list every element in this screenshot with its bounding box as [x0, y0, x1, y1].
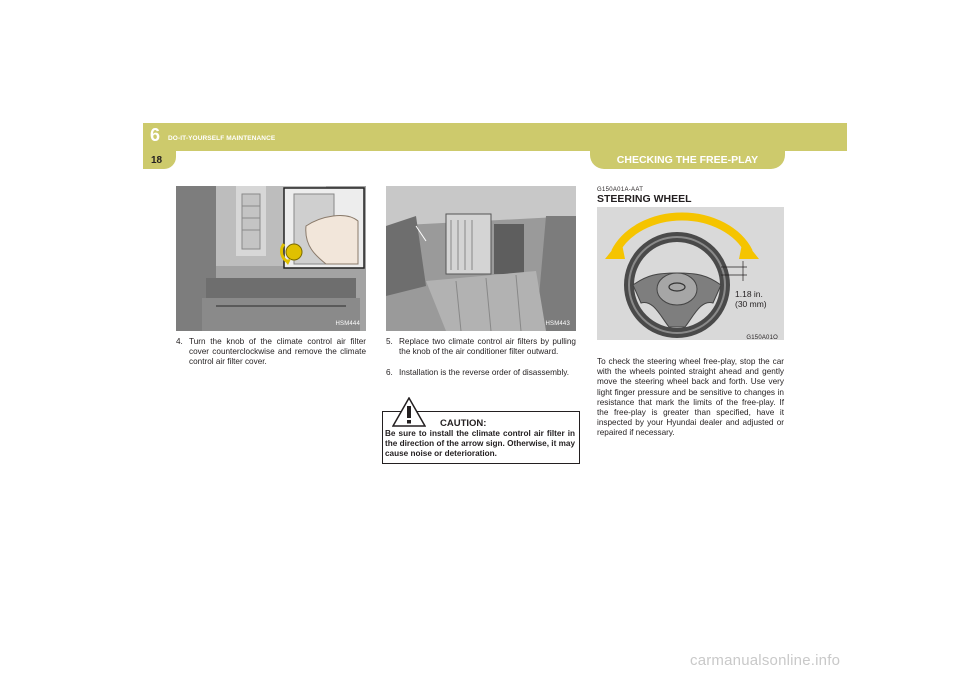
steering-check-text: To check the steering wheel free-play, stop the car with the wheels pointed straight ahead and gently move the steering wheel back and forth. Use very light finger pressure and be sensitive to changes in resistance that mark the limits of the free-play. If the free-play is greater than specified, have it inspected by your Hyundai dealer and adjusted or repaired if necessary.	[597, 357, 784, 438]
caution-title: CAUTION:	[440, 418, 487, 429]
dimension-label-in: 1.18 in.	[735, 289, 763, 299]
filter-housing-photo	[386, 186, 576, 331]
step-text: Turn the knob of the climate control air filter cover counterclockwise and remove the climate control air filter cover.	[189, 337, 366, 367]
photo-code: G150A01O	[746, 335, 778, 340]
step-text: Installation is the reverse order of disassembly.	[399, 368, 570, 377]
step-4	[176, 337, 366, 367]
step-number: 4.	[176, 337, 183, 346]
step-number: 6.	[386, 368, 393, 377]
section-heading: STEERING WHEEL	[597, 193, 692, 205]
photo-code: HSM443	[545, 321, 570, 327]
steering-wheel-illustration	[597, 207, 784, 340]
step-6	[386, 368, 576, 390]
dimension-label-mm: (30 mm)	[735, 299, 767, 309]
caution-text: Be sure to install the climate control air filter in the direction of the arrow sign. Otherwise, it may cause noise or deterioration.	[385, 429, 575, 459]
step-5	[386, 337, 576, 367]
filter-cover-photo	[176, 186, 366, 331]
photo-code: HSM444	[335, 321, 360, 327]
doc-code: G150A01A-AAT	[597, 187, 644, 193]
chapter-title: DO-IT-YOURSELF MAINTENANCE	[168, 135, 276, 142]
warning-triangle-icon	[392, 397, 426, 432]
section-title: CHECKING THE FREE-PLAY	[616, 154, 759, 166]
chapter-number: 6	[150, 125, 161, 145]
step-number: 5.	[386, 337, 393, 346]
watermark: carmanualsonline.info	[690, 652, 841, 669]
step-text: Replace two climate control air filters by pulling the knob of the air conditioner filter outward.	[399, 337, 576, 357]
page-number: 18	[151, 155, 163, 166]
